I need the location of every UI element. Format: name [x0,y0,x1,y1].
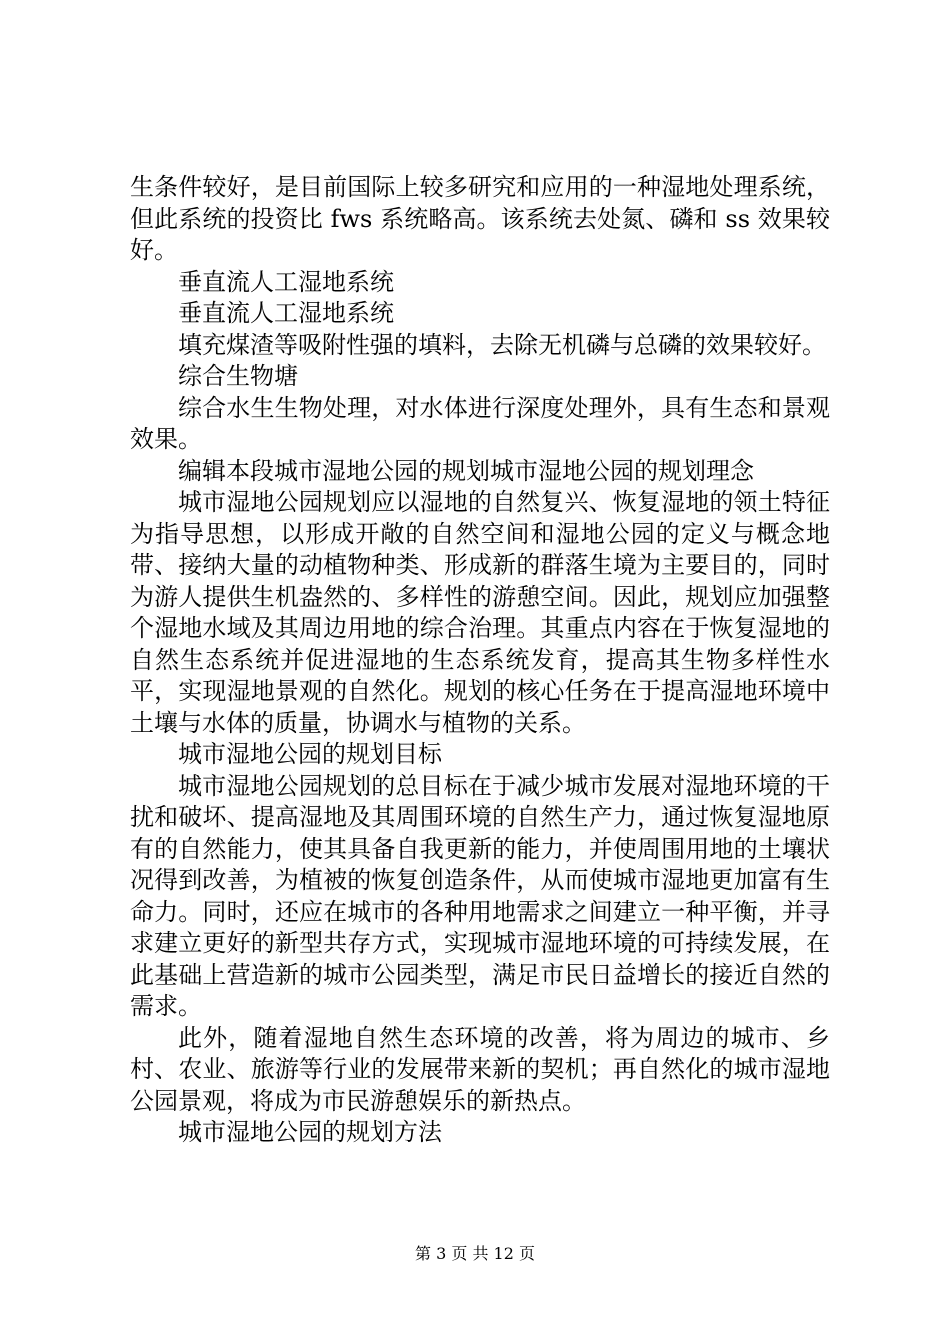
document-body [130,172,830,1149]
paragraph-6: 综合水生生物处理，对水体进行深度处理外，具有生态和景观效果。 [130,393,830,453]
paragraph-10: 城市湿地公园规划的总目标在于减少城市发展对湿地环境的干扰和破坏、提高湿地及其周围环境的自然生产力，通过恢复湿地原有的自然能力，使其具备自我更新的能力，并使周围用地的土壤状况得到改善，为植被的恢复创造条件，从而使城市湿地更加富有生命力。同时，还应在城市的各种用地需求之间建立一种平衡，并寻求建立更好的新型共存方式，实现城市湿地环境的可持续发展，在此基础上营造新的城市公园类型，满足市民日益增长的接近自然的需求。 [130,771,830,1020]
paragraph-11: 此外，随着湿地自然生态环境的改善，将为周边的城市、乡村、农业、旅游等行业的发展带来新的契机；再自然化的城市湿地公园景观，将成为市民游憩娱乐的新热点。 [130,1023,830,1115]
page-number-label: 第 3 页 共 12 页 [415,1244,535,1263]
paragraph-7: 编辑本段城市湿地公园的规划城市湿地公园的规划理念 [178,456,754,485]
page-footer [0,1244,950,1264]
paragraph-8: 城市湿地公园规划应以湿地的自然复兴、恢复湿地的领土特征为指导思想，以形成开敞的自然空间和湿地公园的定义与概念地带、接纳大量的动植物种类、形成新的群落生境为主要目的，同时为游人提供生机盎然的、多样性的游憩空间。因此，规划应加强整个湿地水域及其周边用地的综合治理。其重点内容在于恢复湿地的自然生态系统并促进湿地的生态系统发育，提高其生物多样性水平，实现湿地景观的自然化。规划的核心任务在于提高湿地环境中土壤与水体的质量，协调水与植物的关系。 [130,488,830,737]
paragraph-12: 城市湿地公园的规划方法 [178,1118,442,1146]
paragraph-2: 垂直流人工湿地系统 [178,267,394,296]
paragraph-5: 综合生物塘 [178,362,298,390]
paragraph-9: 城市湿地公园的规划目标 [178,740,442,768]
paragraph-1: 生条件较好，是目前国际上较多研究和应用的一种湿地处理系统，但此系统的投资比 fws 系统略高。该系统去处氮、磷和 ss 效果较好。 [130,173,830,264]
paragraph-4: 填充煤渣等吸附性强的填料，去除无机磷与总磷的效果较好。 [178,330,826,359]
paragraph-3: 垂直流人工湿地系统 [178,299,394,327]
